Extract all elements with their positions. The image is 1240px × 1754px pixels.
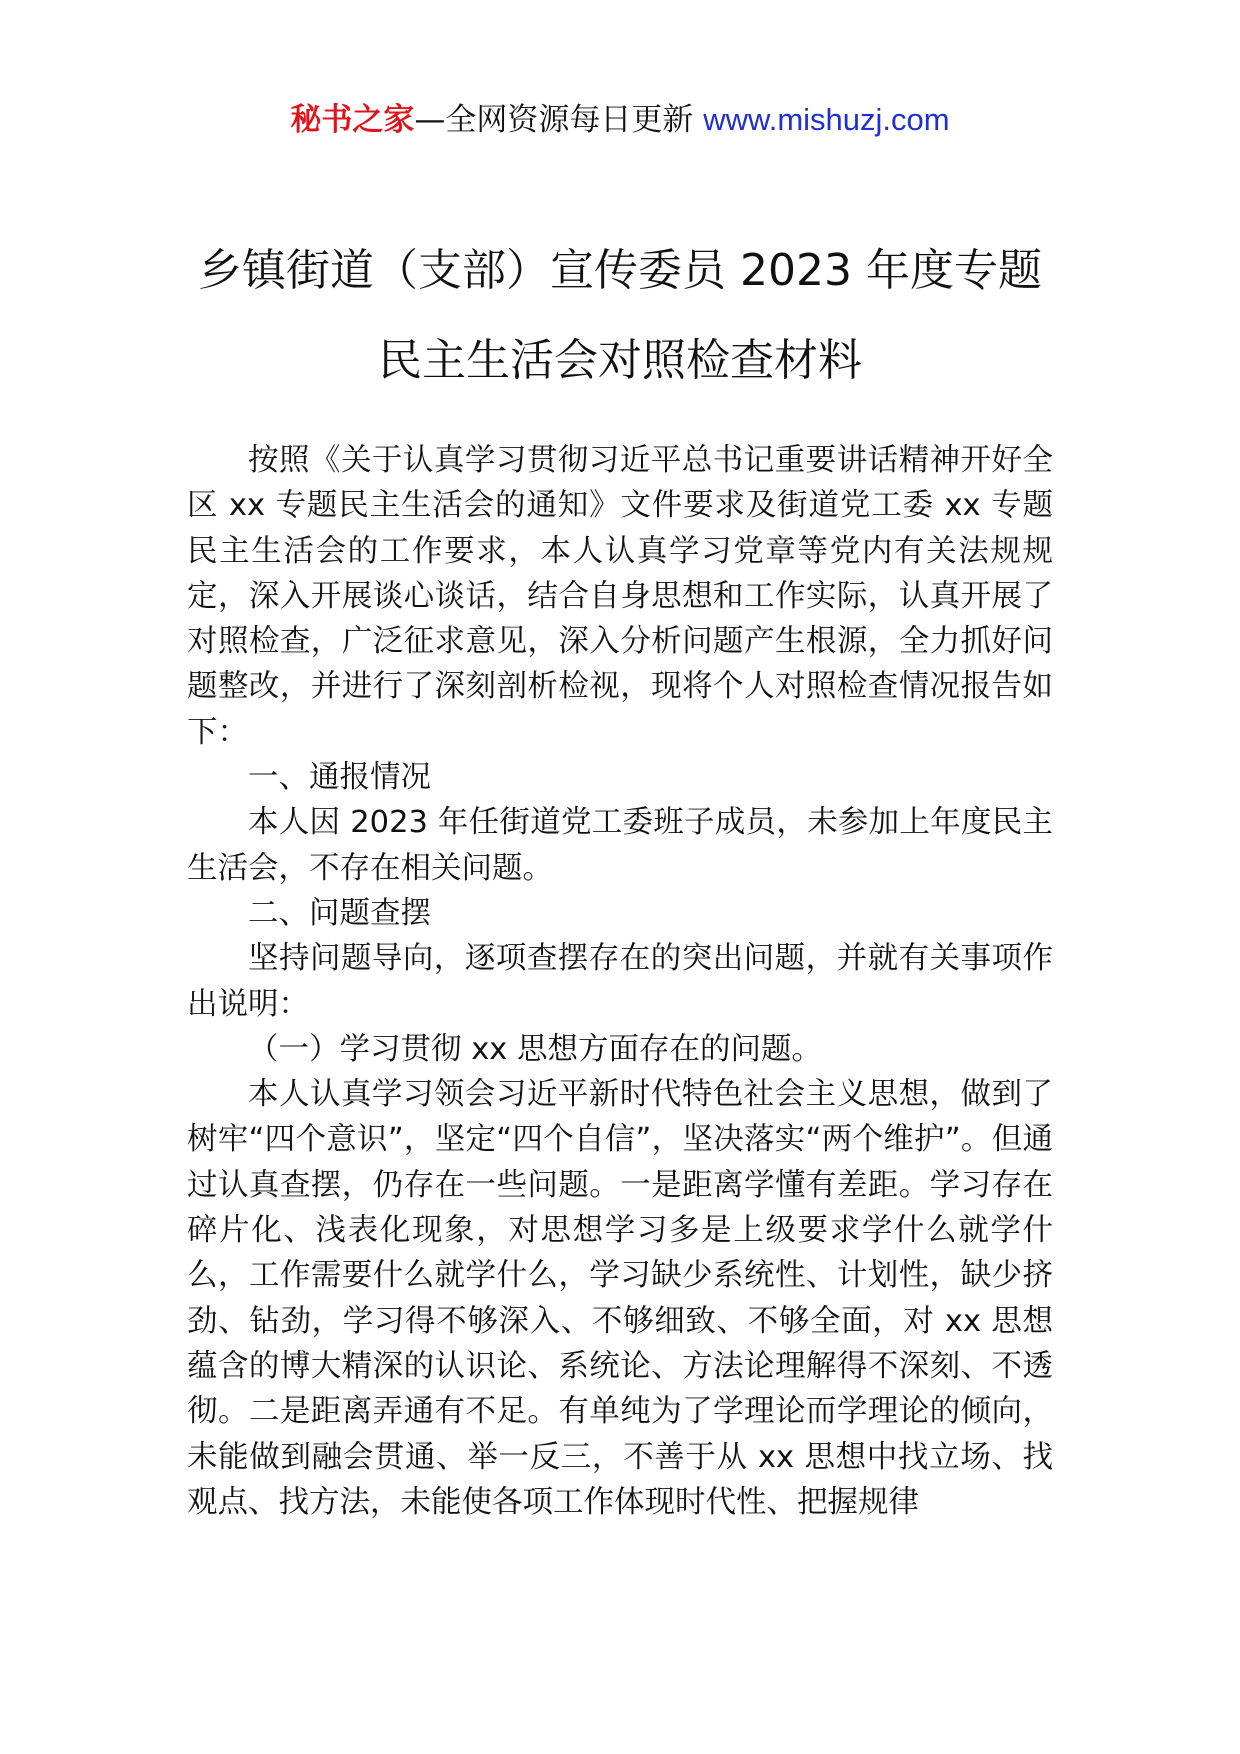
banner-url-link[interactable]: www.mishuzj.com	[703, 102, 950, 137]
site-banner	[0, 98, 1240, 142]
banner-brand: 秘书之家	[290, 102, 415, 138]
document-body	[187, 438, 1053, 1525]
paragraph-study: 本人认真学习领会习近平新时代特色社会主义思想，做到了树牢“四个意识”，坚定“四个自信”，坚决落实“两个维护”。但通过认真查摆，仍存在一些问题。一是距离学懂有差距。学习存在碎片化、浅表化现象，对思想学习多是上级要求学什么就学什么，工作需要什么就学什么，学习缺少系统性、计划性，缺少挤劲、钻劲，学习得不够深入、不够细致、不够全面，对 xx 思想蕴含的博大精深的认识论、系统论、方法论理解得不深刻、不透彻。二是距离弄通有不足。有单纯为了学理论而学理论的倾向，未能做到融会贯通、举一反三，不善于从 xx 思想中找立场、找观点、找方法，未能使各项工作体现时代性、把握规律	[187, 1077, 1053, 1520]
banner-tagline: —全网资源每日更新	[414, 102, 704, 138]
document-title-line-1: 乡镇街道（支部）宣传委员 2023 年度专题	[198, 245, 1042, 296]
paragraph-report: 本人因 2023 年任街道党工委班子成员，未参加上年度民主生活会，不存在相关问题。	[187, 805, 1053, 886]
document-title	[130, 226, 1110, 406]
intro-paragraph: 按照《关于认真学习贯彻习近平总书记重要讲话精神开好全区 xx 专题民主生活会的通知》文件要求及街道党工委 xx 专题民主生活会的工作要求，本人认真学习党章等党内有关法规规定，深入开展谈心谈话，结合自身思想和工作实际，认真开展了对照检查，广泛征求意见，深入分析问题产生根源，全力抓好问题整改，并进行了深刻剖析检视，现将个人对照检查情况报告如下：	[187, 443, 1053, 750]
section-heading-1: 一、通报情况	[248, 760, 431, 796]
section-heading-2: 二、问题查摆	[248, 895, 431, 931]
document-title-line-2: 民主生活会对照检查材料	[378, 335, 862, 386]
paragraph-problems-intro: 坚持问题导向，逐项查摆存在的突出问题，并就有关事项作出说明：	[187, 941, 1053, 1022]
subsection-heading-1: （一）学习贯彻 xx 思想方面存在的问题。	[248, 1031, 822, 1067]
